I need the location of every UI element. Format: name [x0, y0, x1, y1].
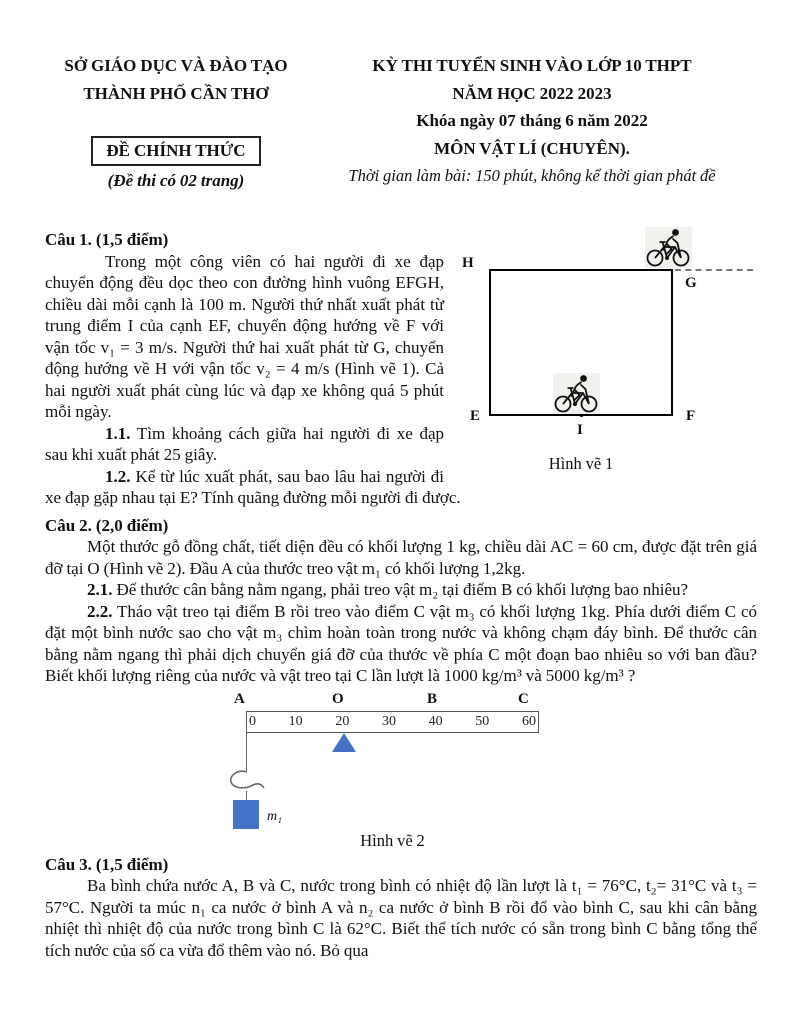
question-2	[45, 515, 757, 851]
question-2-1-text: Để thước cân bằng nằm ngang, phải treo vật m₂ tại điểm B có khối lượng bao nhiêu?	[116, 580, 689, 599]
question-2-2-label: 2.2.	[87, 601, 113, 621]
ruler-point-label-A: A	[234, 690, 245, 707]
hanging-string	[246, 732, 247, 771]
question-1	[45, 229, 757, 509]
ruler-point-label-C: C	[518, 690, 529, 707]
corner-label-G: G	[685, 275, 697, 291]
cyclist-icon-top	[645, 227, 692, 268]
mass-m1-block	[233, 800, 259, 829]
question-1-heading: Câu 1. (1,5 điểm)	[45, 230, 169, 249]
fulcrum-triangle	[332, 733, 356, 752]
question-2-1-label: 2.1.	[87, 580, 113, 599]
question-1-intro: Trong một công viên có hai người đi xe đạp chuyển động đều dọc theo con đường hình vuông EFGH, chiều dài mỗi cạnh là 100 m. Người thứ nhất xuất phát từ trung điểm I của cạnh EF, chuyển động hướng về F với vận tốc v₁ = 3 m/s. Người thứ hai xuất phát từ G, chuyển động hướng về H với vận tốc v₂ = 4 m/s (Hình vẽ 1). Cả hai người xuất phát cùng lúc và đạp xe không quá 5 phút mỗi ngày.	[45, 251, 444, 421]
ruler-point-label-O: O	[332, 690, 344, 707]
question-2-2-text: Tháo vật treo tại điểm B rồi treo vào điểm C vật m₃ có khối lượng 1kg. Phía dưới điểm C có đặt một bình nước sao cho vật m₃ chìm hoàn toàn trong nước và không chạm đáy bình. Để thước cân bằng nằm ngang thì phải dịch chuyển giá đỡ của thước về phía C một đoạn bao nhiêu so với ban đầu? Biết khối lượng riêng của nước và vật treo tại C lần lượt là 1000 kg/m³ và 5000 kg/m³ ?	[45, 601, 757, 685]
ruler-tick-20: 20	[335, 713, 350, 729]
corner-label-F: F	[686, 408, 696, 424]
ruler-tick-40: 40	[428, 713, 443, 729]
figure-1-caption: Hình vẽ 1	[548, 454, 614, 473]
ruler-tick-50: 50	[475, 713, 490, 729]
department-line-2: THÀNH PHỐ CẦN THƠ	[83, 83, 269, 103]
exam-date: Khóa ngày 07 tháng 6 năm 2022	[416, 111, 648, 130]
question-3	[45, 854, 757, 962]
question-1-2-text: Kể từ lúc xuất phát, sau bao lâu hai người đi xe đạp gặp nhau tại E? Tính quãng đường mỗi người đi được.	[45, 466, 461, 507]
duration-line: Thời gian làm bài: 150 phút, không kể thời gian phát đề	[348, 166, 716, 185]
question-1-2-label: 1.2.	[105, 466, 131, 486]
subject-line: MÔN VẬT LÍ (CHUYÊN).	[434, 138, 630, 158]
cyclist-icon-bottom	[553, 373, 600, 414]
question-3-intro: Ba bình chứa nước A, B và C, nước trong bình có nhiệt độ lần lượt là t₁ = 76°C, t₂= 31°C và t₃ = 57°C. Người ta múc n₁ ca nước ở bình A và n₂ ca nước ở bình B rồi đổ vào bình C, sau khi cân bằng nhiệt thì nhiệt độ của nước trong bình C là 62°C. Biết thể tích nước có sẵn trong bình C bằng tổng thể tích nước của số ca vừa đổ thêm vào nó. Bỏ qua	[45, 876, 757, 960]
header-right	[307, 52, 757, 191]
ruler-tick-60: 60	[521, 713, 536, 729]
ruler-tick-0: 0	[249, 713, 256, 729]
header	[45, 52, 757, 191]
header-left	[45, 52, 307, 191]
question-2-2	[45, 601, 757, 687]
question-3-heading: Câu 3. (1,5 điểm)	[45, 854, 169, 874]
ruler-tick-30: 30	[381, 713, 396, 729]
cyclist-icon	[553, 373, 600, 414]
mass-m1-label: m₁	[267, 808, 282, 824]
ruler-tick-10: 10	[288, 713, 303, 729]
midpoint-label-I: I	[577, 422, 583, 438]
question-2-1	[45, 579, 757, 601]
school-year: NĂM HỌC 2022 2023	[452, 83, 612, 103]
figure-1	[448, 229, 757, 481]
ruler-point-label-B: B	[427, 690, 438, 707]
figure-2	[45, 689, 757, 851]
corner-label-E: E	[470, 408, 481, 424]
ruler	[246, 711, 539, 733]
pages-note: (Đề thi có 02 trang)	[107, 171, 245, 190]
cyclist-icon	[645, 227, 692, 268]
department-line-1: SỞ GIÁO DỤC VÀ ĐÀO TẠO	[64, 56, 288, 75]
official-exam-box: ĐỀ CHÍNH THỨC	[91, 136, 260, 166]
question-2-heading: Câu 2. (2,0 điểm)	[45, 515, 169, 535]
figure-2-caption: Hình vẽ 2	[360, 830, 425, 850]
dashed-line-right-of-G	[675, 269, 753, 271]
corner-label-H: H	[462, 255, 474, 271]
question-2-intro: Một thước gỗ đồng chất, tiết diện đều có khối lượng 1 kg, chiều dài AC = 60 cm, được đặt trên giá đỡ tại O (Hình vẽ 2). Đầu A của thước treo vật m₁ có khối lượng 1,2kg.	[45, 537, 757, 578]
exam-title: KỲ THI TUYỂN SINH VÀO LỚP 10 THPT	[372, 56, 692, 75]
hook-icon	[228, 770, 265, 792]
question-1-1-label: 1.1.	[105, 423, 131, 443]
question-1-1-text: Tìm khoảng cách giữa hai người đi xe đạp sau khi xuất phát 25 giây.	[45, 423, 444, 464]
